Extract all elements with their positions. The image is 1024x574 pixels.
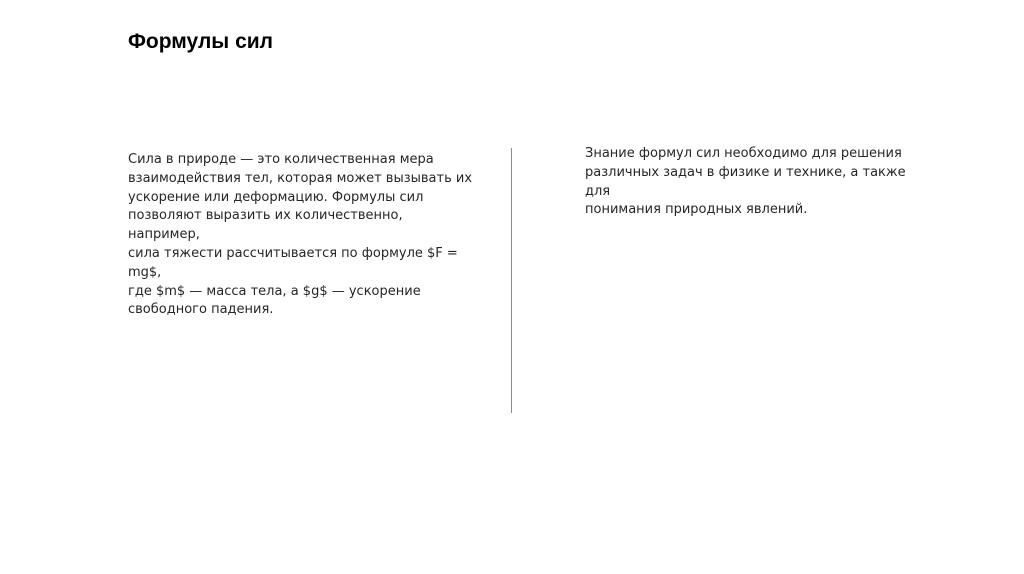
column-divider — [511, 148, 512, 413]
right-column-text — [585, 145, 915, 220]
text-line: понимания природных явлений. — [585, 202, 808, 218]
slide-title: Формулы сил — [128, 30, 274, 53]
text-line: свободного падения. — [128, 302, 274, 318]
text-line: Сила в природе — это количественная мера — [128, 152, 434, 167]
text-line: различных задач в физике и технике, а также для — [585, 164, 906, 199]
text-line: ускорение или деформацию. Формулы сил — [128, 189, 424, 205]
text-line: взаимодействия тел, которая может вызывать их — [128, 170, 473, 186]
text-line: где $m$ — масса тела, а $g$ — ускорение — [128, 283, 421, 299]
text-line: сила тяжести рассчитывается по формуле $F = mg$, — [128, 245, 458, 280]
text-line: Знание формул сил необходимо для решения — [585, 146, 902, 161]
text-line: позволяют выразить их количественно, например, — [128, 208, 403, 243]
left-column-text — [128, 151, 473, 320]
